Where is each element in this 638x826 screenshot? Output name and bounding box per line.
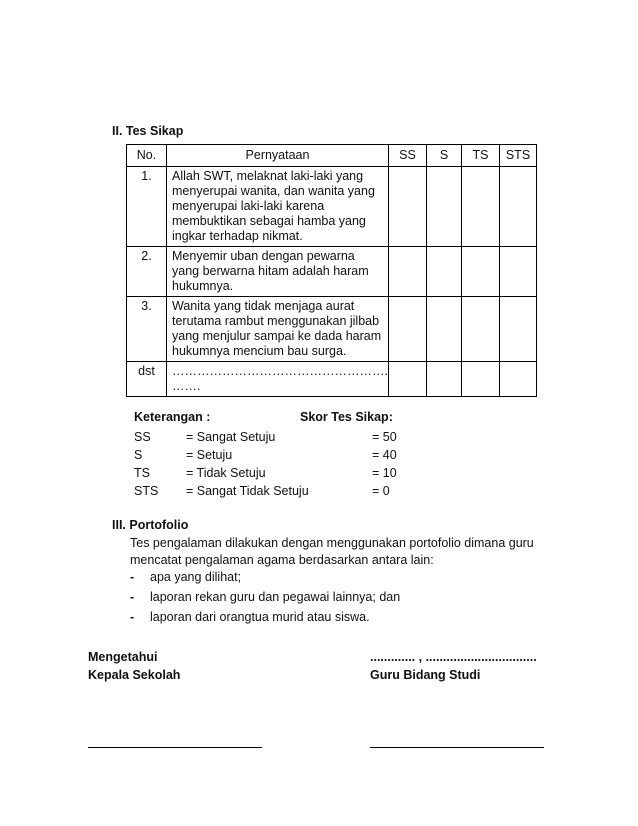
cell-ts[interactable]	[462, 247, 500, 297]
signature-line-left	[88, 747, 262, 748]
header-sts: STS	[500, 145, 537, 167]
list-item-text: laporan dari orangtua murid atau siswa.	[150, 610, 370, 624]
list-item	[0, 590, 638, 608]
row-number: 3.	[127, 297, 167, 362]
table-row	[127, 297, 537, 362]
cell-ss[interactable]	[389, 297, 427, 362]
cell-sts[interactable]	[500, 167, 537, 247]
legend-code: STS	[134, 484, 159, 498]
header-ts: TS	[462, 145, 500, 167]
keterangan-label: Keterangan :	[134, 410, 211, 424]
list-item-text: apa yang dilihat;	[150, 570, 242, 584]
legend-value: = 0	[372, 484, 390, 498]
legend-row	[0, 428, 638, 446]
table-header-row	[127, 145, 537, 167]
signature-left-line1: Mengetahui	[88, 650, 158, 664]
signature-right-line1: ............. , ................................	[370, 650, 537, 664]
legend-row	[0, 482, 638, 500]
table-row	[127, 362, 537, 397]
table-row	[127, 167, 537, 247]
cell-ss[interactable]	[389, 167, 427, 247]
skor-label: Skor Tes Sikap:	[300, 410, 393, 424]
cell-sts[interactable]	[500, 362, 537, 397]
cell-ts[interactable]	[462, 297, 500, 362]
bullet-dash: -	[130, 610, 135, 624]
legend-code: SS	[134, 430, 151, 444]
signature-left-line2: Kepala Sekolah	[88, 668, 181, 682]
cell-s[interactable]	[427, 167, 462, 247]
cell-sts[interactable]	[500, 247, 537, 297]
cell-s[interactable]	[427, 362, 462, 397]
section-title-portofolio: III. Portofolio	[112, 518, 189, 532]
signature-line-right	[370, 747, 544, 748]
legend-row	[0, 446, 638, 464]
attitude-test-table	[126, 144, 537, 397]
bullet-dash: -	[130, 570, 135, 584]
header-no: No.	[127, 145, 167, 167]
section-title-tes-sikap: II. Tes Sikap	[112, 124, 184, 138]
legend-value: = 50	[372, 430, 397, 444]
cell-sts[interactable]	[500, 297, 537, 362]
legend-desc: = Sangat Tidak Setuju	[186, 484, 309, 498]
header-pernyataan: Pernyataan	[167, 145, 389, 167]
list-item	[0, 570, 638, 588]
header-ss: SS	[389, 145, 427, 167]
legend-desc: = Sangat Setuju	[186, 430, 276, 444]
table-row	[127, 247, 537, 297]
portofolio-intro-line1: Tes pengalaman dilakukan dengan menggunakan portofolio dimana guru	[130, 536, 534, 550]
signature-right-line2: Guru Bidang Studi	[370, 668, 481, 682]
cell-ts[interactable]	[462, 362, 500, 397]
legend-code: S	[134, 448, 143, 462]
bullet-dash: -	[130, 590, 135, 604]
legend-desc: = Tidak Setuju	[186, 466, 266, 480]
cell-ts[interactable]	[462, 167, 500, 247]
header-s: S	[427, 145, 462, 167]
list-item-text: laporan rekan guru dan pegawai lainnya; dan	[150, 590, 401, 604]
legend-row	[0, 464, 638, 482]
cell-s[interactable]	[427, 247, 462, 297]
list-item	[0, 610, 638, 628]
row-statement: Menyemir uban dengan pewarna yang berwarna hitam adalah haram hukumnya.	[167, 247, 389, 297]
row-number: 1.	[127, 167, 167, 247]
row-number: dst	[127, 362, 167, 397]
legend-value: = 40	[372, 448, 397, 462]
legend-desc: = Setuju	[186, 448, 233, 462]
row-statement: ……………………………………………. …….	[167, 362, 389, 397]
legend-value: = 10	[372, 466, 397, 480]
portofolio-intro-line2: mencatat pengalaman agama berdasarkan antara lain:	[130, 553, 434, 567]
cell-ss[interactable]	[389, 362, 427, 397]
cell-s[interactable]	[427, 297, 462, 362]
row-statement: Wanita yang tidak menjaga aurat terutama rambut menggunakan jilbab yang menjulur sampai ke dada haram hukumnya mencium bau surga.	[167, 297, 389, 362]
row-statement: Allah SWT, melaknat laki-laki yang menyerupai wanita, dan wanita yang menyerupai laki-laki karena membuktikan sebagai hamba yang ingkar terhadap nikmat.	[167, 167, 389, 247]
row-number: 2.	[127, 247, 167, 297]
cell-ss[interactable]	[389, 247, 427, 297]
legend-code: TS	[134, 466, 150, 480]
